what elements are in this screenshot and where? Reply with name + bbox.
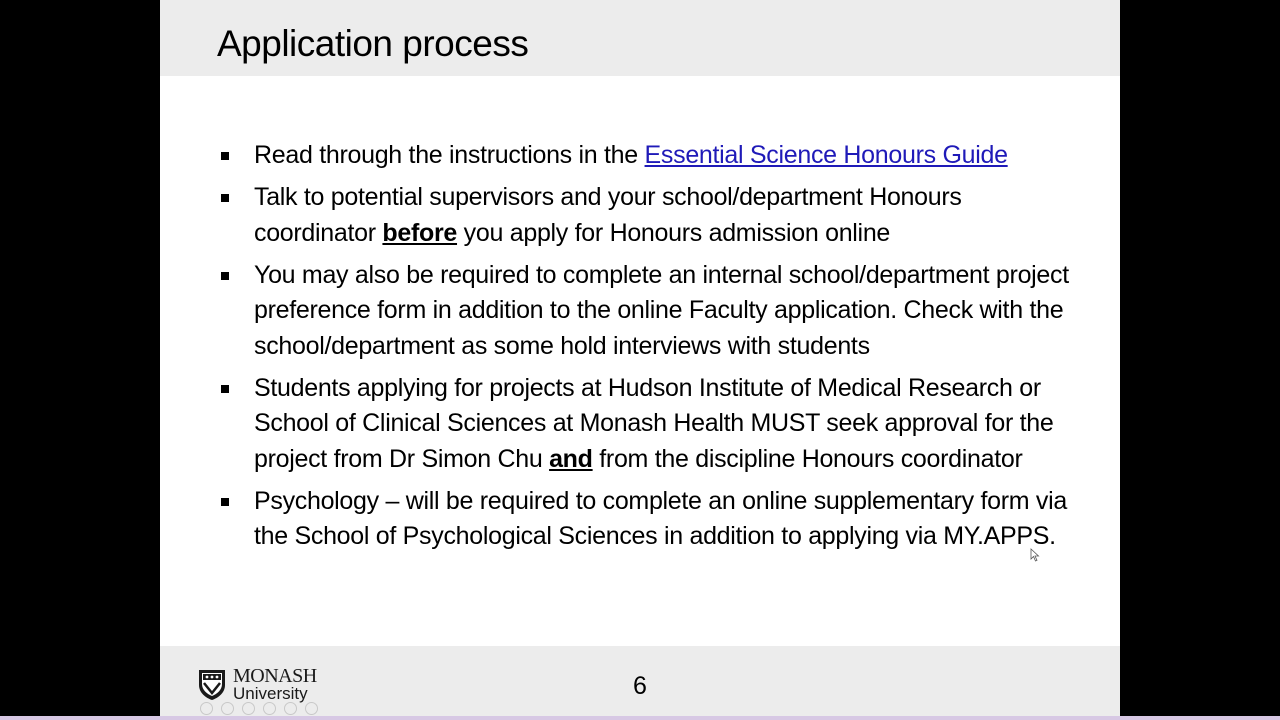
monash-university-logo xyxy=(198,666,338,706)
pen-tool-icon[interactable] xyxy=(242,702,255,715)
previous-slide-icon[interactable] xyxy=(200,702,213,715)
bullet-item xyxy=(218,258,1078,365)
more-options-icon[interactable] xyxy=(305,702,318,715)
emphasis-text: before xyxy=(382,218,458,247)
bullet-text: Talk to potential supervisors and your school/department Honours coordinator xyxy=(254,183,962,247)
square-bullet-icon xyxy=(221,272,229,280)
zoom-icon[interactable] xyxy=(284,702,297,715)
bullet-item xyxy=(218,484,1078,555)
bullet-text: from the discipline Honours coordinator xyxy=(592,444,1023,473)
title-bar xyxy=(160,0,1120,76)
bullet-item xyxy=(218,371,1078,478)
slide-overview-icon[interactable] xyxy=(263,702,276,715)
bullet-text: Psychology – will be required to complete an online supplementary form via the School of Psychological Sciences in addition to applying via MY.APPS. xyxy=(254,486,1067,550)
emphasis-text: and xyxy=(549,444,593,473)
bullet-text: you apply for Honours admission online xyxy=(457,218,891,247)
presentation-controls xyxy=(200,702,318,716)
monash-crest-icon xyxy=(198,669,226,701)
square-bullet-icon xyxy=(221,152,229,160)
bullet-text: Read through the instructions in the xyxy=(254,141,645,169)
bullet-list xyxy=(218,138,1078,561)
slide-title: Application process xyxy=(217,23,529,64)
square-bullet-icon xyxy=(221,385,229,393)
slide-footer xyxy=(160,646,1120,720)
square-bullet-icon xyxy=(221,194,229,202)
bullet-text: You may also be required to complete an internal school/department project preference form in addition to the online Faculty application. Check with the school/department as some hold interviews with students xyxy=(254,260,1069,360)
bullet-item xyxy=(218,180,1078,251)
window-bottom-strip xyxy=(0,716,1280,720)
bullet-text: Students applying for projects at Hudson Institute of Medical Research or School of Clinical Sciences at Monash Health MUST seek approval for the project from Dr Simon Chu xyxy=(254,373,1054,473)
square-bullet-icon xyxy=(221,498,229,506)
logo-subtitle: University xyxy=(233,684,308,703)
bullet-item xyxy=(218,138,1078,174)
slide xyxy=(160,0,1120,720)
mouse-cursor-icon xyxy=(1030,548,1040,562)
logo-name: MONASH xyxy=(233,665,317,687)
page-number: 6 xyxy=(633,672,647,700)
next-slide-icon[interactable] xyxy=(221,702,234,715)
essential-science-honours-guide-link[interactable]: Essential Science Honours Guide xyxy=(644,141,1008,169)
